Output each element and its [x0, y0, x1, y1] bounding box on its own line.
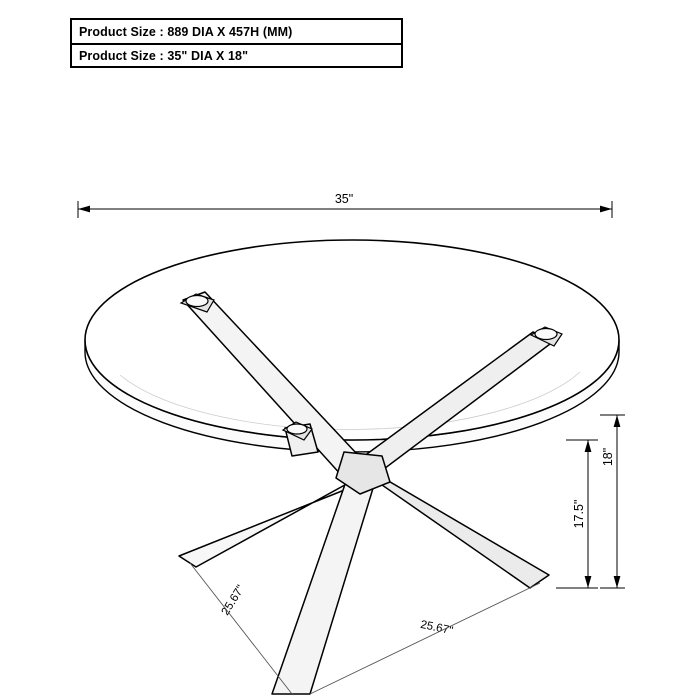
mount-bolt-left — [186, 296, 208, 307]
arrowhead-bottom — [614, 576, 621, 588]
arrowhead-right — [600, 206, 612, 213]
dimension-label-base-span-right: 25.67" — [419, 618, 454, 638]
product-size-metric-label: Product Size : 889 DIA X 457H (MM) — [79, 24, 293, 39]
mount-bolt-right — [535, 329, 557, 340]
arrowhead-left — [78, 206, 90, 213]
dimension-label-overall-height: 18" — [601, 447, 615, 467]
reference-line-hidden — [196, 572, 556, 600]
leg-center-front — [272, 470, 378, 694]
arrowhead-bottom — [585, 576, 592, 588]
projection-left — [190, 563, 292, 694]
dimension-label-base-span-left: 25.67" — [219, 583, 248, 618]
dimension-label-leg-height: 17.5" — [572, 499, 586, 529]
dimension-label-top-width: 35" — [334, 192, 354, 206]
floor-projection-lines — [190, 563, 540, 694]
arrowhead-top — [614, 415, 621, 427]
projection-right — [310, 583, 540, 694]
product-size-imperial-label: Product Size : 35" DIA X 18" — [79, 48, 249, 63]
dimension-overall-height — [600, 415, 625, 588]
mount-bolt-center — [287, 424, 307, 434]
arrowhead-top — [585, 440, 592, 452]
dimension-base-span-left — [196, 572, 556, 600]
